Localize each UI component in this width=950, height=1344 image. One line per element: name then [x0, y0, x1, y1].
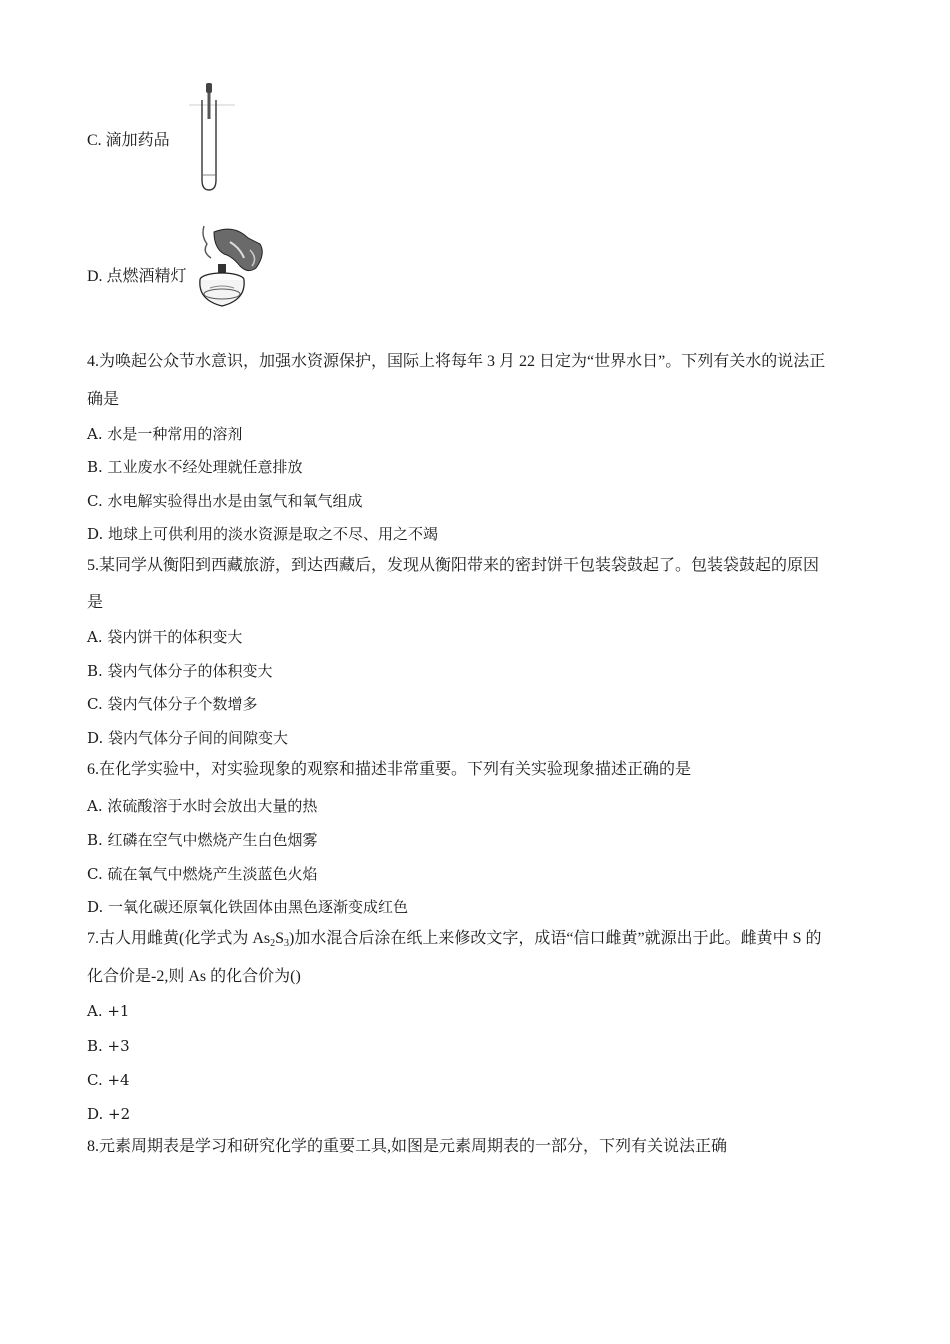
question-5 — [87, 556, 819, 576]
q5-option-a[interactable]: A. 袋内饼干的体积变大 — [87, 628, 243, 646]
question-text: 元素周期表是学习和研究化学的重要工具,如图是元素周期表的一部分，下列有关说法正确 — [99, 1138, 728, 1155]
question-8 — [87, 1137, 727, 1157]
question-7 — [87, 929, 821, 949]
question-text: 古人用雌黄(化学式为 As — [99, 930, 271, 947]
q5-option-c[interactable]: C. 袋内气体分子个数增多 — [87, 695, 258, 713]
dropper-test-tube-icon — [187, 80, 237, 199]
alcohol-lamp-icon — [190, 222, 275, 318]
question-4-continued: 确是 — [87, 391, 120, 408]
q7-option-a[interactable]: A. +1 — [87, 1002, 130, 1020]
q7-option-c[interactable]: C. +4 — [87, 1071, 130, 1089]
q7-option-b[interactable]: B. +3 — [87, 1037, 130, 1055]
q6-option-a[interactable]: A. 浓硫酸溶于水时会放出大量的热 — [87, 797, 318, 815]
question-number: 4. — [87, 353, 99, 370]
q7-option-d[interactable]: D. +2 — [87, 1105, 131, 1123]
q5-option-b[interactable]: B. 袋内气体分子的体积变大 — [87, 662, 273, 680]
q6-option-c[interactable]: C. 硫在氧气中燃烧产生淡蓝色火焰 — [87, 865, 318, 883]
question-7-continued: 化合价是-2,则 As 的化合价为() — [87, 968, 301, 985]
option-d-light-alcohol-lamp: D. 点燃酒精灯 — [87, 268, 187, 285]
question-6 — [87, 760, 691, 780]
question-text: 某同学从衡阳到西藏旅游，到达西藏后，发现从衡阳带来的密封饼干包装袋鼓起了。包装袋鼓起的原因 — [99, 557, 820, 574]
question-text: 为唤起公众节水意识，加强水资源保护，国际上将每年 3 月 22 日定为“世界水日”。下列有关水的说法正 — [99, 353, 826, 370]
q4-option-c[interactable]: C. 水电解实验得出水是由氢气和氧气组成 — [87, 492, 363, 510]
question-number: 5. — [87, 557, 99, 574]
subscript: 3 — [284, 938, 290, 949]
q4-option-b[interactable]: B. 工业废水不经处理就任意排放 — [87, 458, 303, 476]
q6-option-b[interactable]: B. 红磷在空气中燃烧产生白色烟雾 — [87, 831, 318, 849]
question-number: 6. — [87, 761, 99, 778]
question-number: 7. — [87, 930, 99, 947]
question-5-continued: 是 — [87, 594, 104, 611]
question-text: S — [275, 930, 285, 947]
question-text: )加水混合后涂在纸上来修改文字，成语“信口雌黄”就源出于此。雌黄中 S 的 — [289, 930, 822, 947]
q4-option-a[interactable]: A. 水是一种常用的溶剂 — [87, 425, 243, 443]
q4-option-d[interactable]: D. 地球上可供利用的淡水资源是取之不尽、用之不竭 — [87, 525, 439, 543]
question-text: 在化学实验中，对实验现象的观察和描述非常重要。下列有关实验现象描述正确的是 — [99, 761, 692, 778]
q6-option-d[interactable]: D. 一氧化碳还原氧化铁固体由黑色逐渐变成红色 — [87, 898, 409, 916]
question-number: 8. — [87, 1138, 99, 1155]
option-c-drip-reagent: C. 滴加药品 — [87, 132, 170, 149]
subscript: 2 — [270, 938, 276, 949]
q5-option-d[interactable]: D. 袋内气体分子间的间隙变大 — [87, 729, 289, 747]
question-4 — [87, 352, 825, 372]
